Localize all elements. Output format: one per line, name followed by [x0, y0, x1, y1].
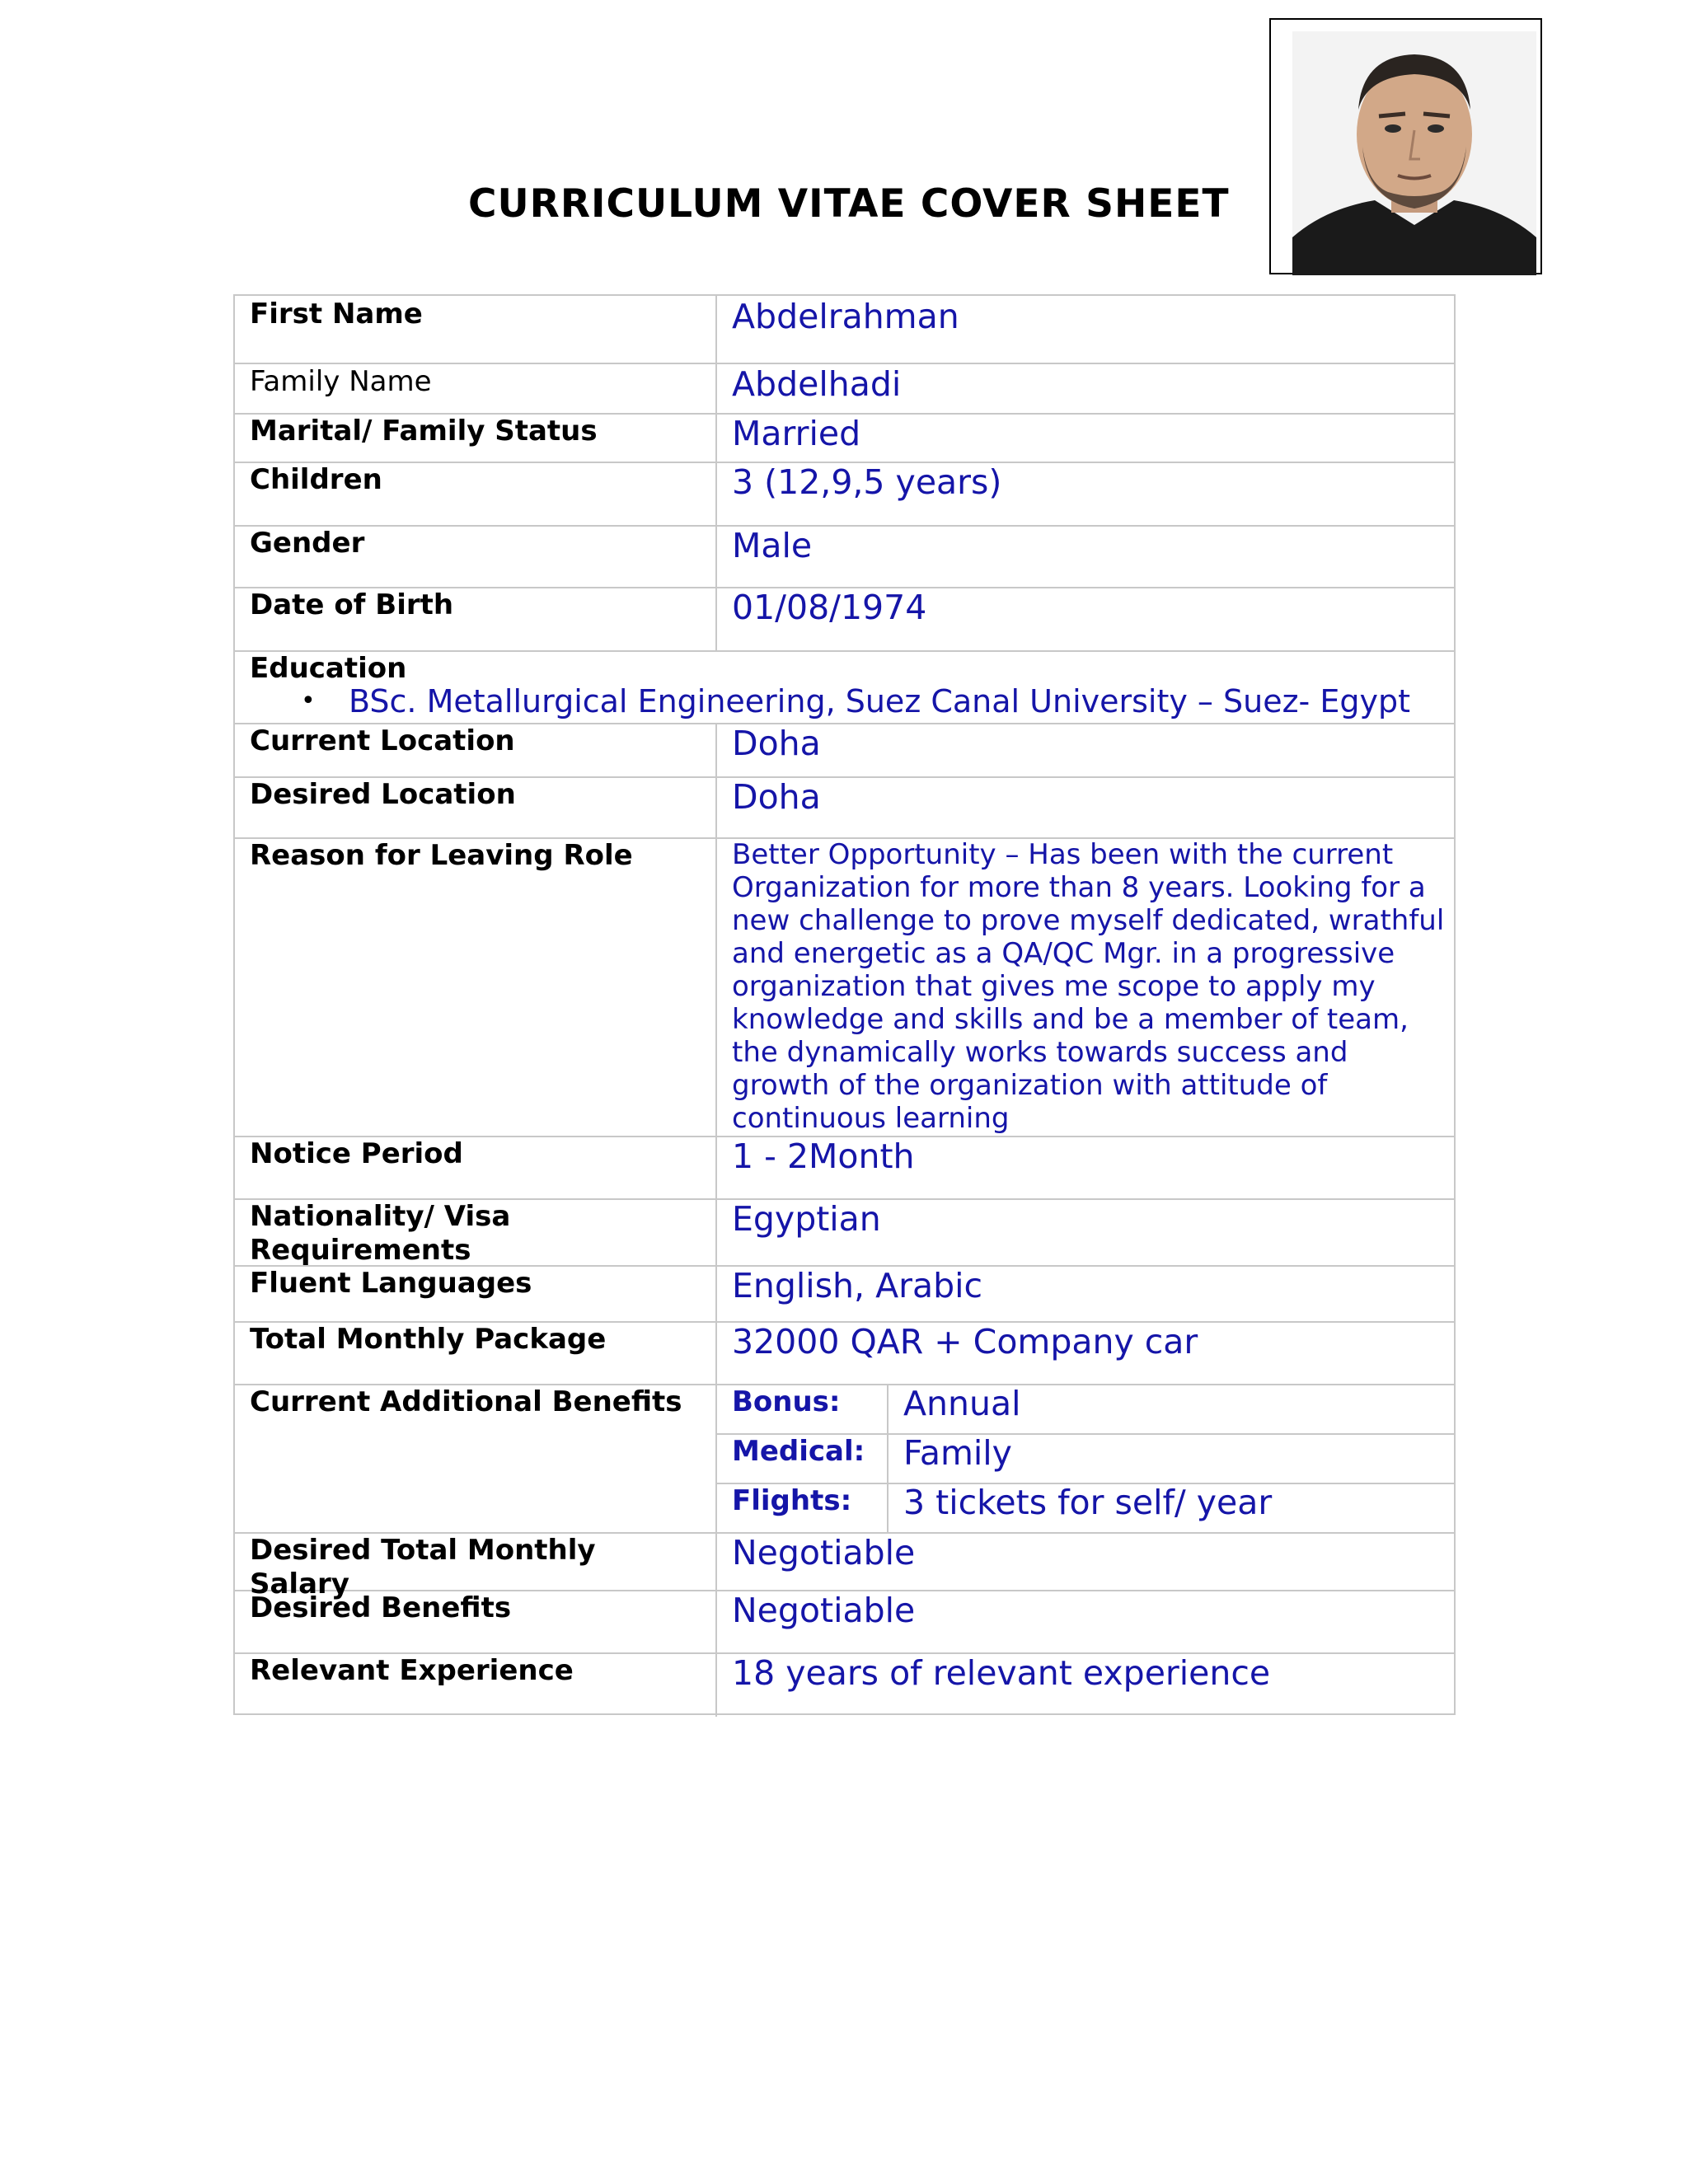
- gender-label: Gender: [250, 527, 365, 560]
- reason-label: Reason for Leaving Role: [250, 839, 633, 872]
- current-location-label: Current Location: [250, 724, 515, 757]
- education-value: BSc. Metallurgical Engineering, Suez Canal University – Suez- Egypt: [349, 683, 1410, 719]
- reason-line: growth of the organization with attitude of: [732, 1069, 1328, 1102]
- benefit-column-divider: [887, 1384, 889, 1532]
- reason-line: organization that gives me scope to apply my: [732, 970, 1376, 1003]
- package-label: Total Monthly Package: [250, 1323, 607, 1356]
- bullet-icon: •: [301, 687, 316, 715]
- reason-line: the dynamically works towards success and: [732, 1036, 1348, 1069]
- medical-label: Medical:: [732, 1435, 865, 1468]
- package-value: 32000 QAR + Company car: [732, 1322, 1198, 1361]
- reason-value: [732, 838, 1449, 1135]
- family-name-value: Abdelhadi: [732, 364, 902, 404]
- desired-salary-label: Desired Total Monthly Salary: [250, 1534, 596, 1601]
- column-divider: [715, 296, 717, 650]
- nationality-label: Nationality/ Visa Requirements: [250, 1200, 511, 1267]
- notice-period-value: 1 - 2Month: [732, 1137, 915, 1176]
- desired-salary-value: Negotiable: [732, 1533, 916, 1572]
- languages-label: Fluent Languages: [250, 1267, 532, 1300]
- family-name-label: Family Name: [250, 365, 432, 398]
- languages-value: English, Arabic: [732, 1266, 983, 1305]
- experience-label: Relevant Experience: [250, 1654, 574, 1687]
- dob-value: 01/08/1974: [732, 588, 927, 627]
- cv-table: [233, 294, 1456, 1715]
- bonus-value: Annual: [903, 1384, 1021, 1423]
- candidate-photo: [1292, 31, 1536, 275]
- notice-period-label: Notice Period: [250, 1137, 463, 1170]
- reason-line: new challenge to prove myself dedicated, wrathful: [732, 904, 1445, 937]
- benefits-label: Current Additional Benefits: [250, 1385, 682, 1418]
- first-name-label: First Name: [250, 298, 423, 330]
- gender-value: Male: [732, 526, 813, 565]
- education-label: Education: [250, 652, 407, 685]
- desired-benefits-label: Desired Benefits: [250, 1591, 512, 1624]
- medical-value: Family: [903, 1433, 1012, 1473]
- reason-line: knowledge and skills and be a member of team,: [732, 1003, 1409, 1036]
- children-label: Children: [250, 463, 382, 496]
- experience-value: 18 years of relevant experience: [732, 1653, 1271, 1693]
- flights-value: 3 tickets for self/ year: [903, 1483, 1273, 1522]
- marital-status-value: Married: [732, 414, 861, 453]
- bonus-label: Bonus:: [732, 1385, 841, 1418]
- first-name-value: Abdelrahman: [732, 297, 959, 336]
- reason-line: and energetic as a QA/QC Mgr. in a progressive: [732, 937, 1395, 970]
- dob-label: Date of Birth: [250, 588, 454, 621]
- nationality-value: Egyptian: [732, 1199, 881, 1239]
- column-divider: [715, 723, 717, 1717]
- reason-line: Better Opportunity – Has been with the current: [732, 838, 1394, 871]
- reason-line: continuous learning: [732, 1102, 1010, 1135]
- document-title: CURRICULUM VITAE COVER SHEET: [468, 181, 1230, 227]
- desired-location-label: Desired Location: [250, 778, 516, 811]
- children-value: 3 (12,9,5 years): [732, 462, 1002, 502]
- reason-line: Organization for more than 8 years. Looking for a: [732, 871, 1426, 904]
- portrait-image: [1292, 31, 1536, 275]
- desired-benefits-value: Negotiable: [732, 1591, 916, 1630]
- current-location-value: Doha: [732, 724, 821, 763]
- photo-frame: [1269, 18, 1542, 274]
- flights-label: Flights:: [732, 1484, 852, 1517]
- desired-location-value: Doha: [732, 777, 821, 817]
- marital-status-label: Marital/ Family Status: [250, 415, 598, 448]
